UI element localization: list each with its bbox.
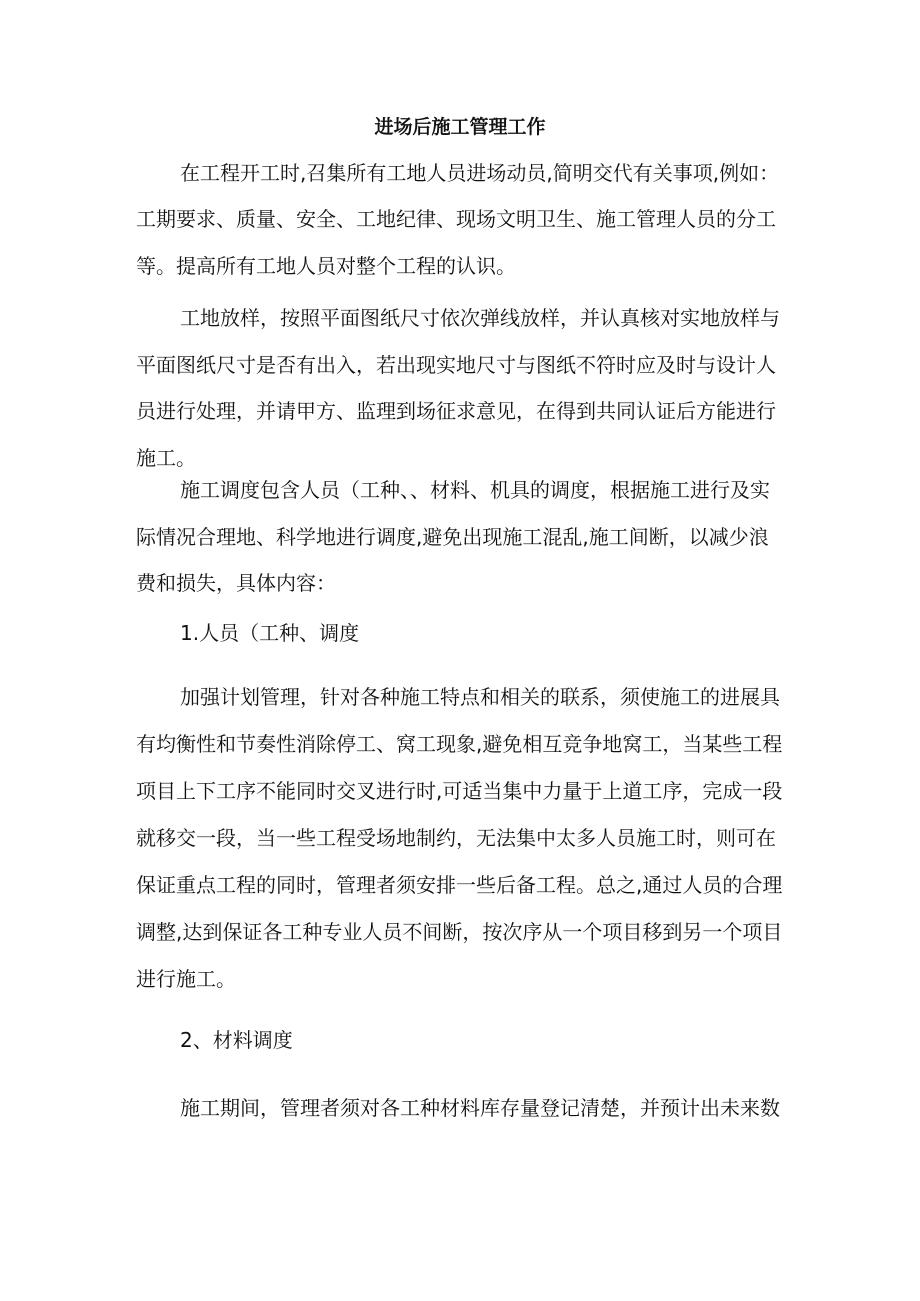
document-title: 进场后施工管理工作 xyxy=(374,116,546,138)
paragraph-line: 施工调度包含人员（工种、、材料、机具的调度，根据施工进行及实 xyxy=(180,478,770,502)
paragraph-line: 进行施工。 xyxy=(136,967,236,991)
paragraph-line: 平面图纸尺寸是否有出入，若出现实地尺寸与图纸不符时应及时与设计人 xyxy=(136,353,776,377)
paragraph-line: 加强计划管理，针对各种施工特点和相关的联系，须使施工的进展具 xyxy=(180,685,780,709)
section-heading: 1.人员（工种、调度 xyxy=(180,621,360,645)
paragraph-line: 在工程开工时,召集所有工地人员进场动员,简明交代有关事项,例如： xyxy=(180,161,780,185)
section-heading: 2、材料调度 xyxy=(180,1028,293,1052)
paragraph-line: 就移交一段，当一些工程受场地制约，无法集中太多人员施工时，则可在 xyxy=(136,826,776,850)
paragraph-line: 工地放样，按照平面图纸尺寸依次弹线放样，并认真核对实地放样与 xyxy=(180,306,780,330)
paragraph-line: 施工。 xyxy=(136,446,196,470)
paragraph-line: 费和损失，具体内容： xyxy=(136,571,336,595)
paragraph-line: 调整,达到保证各工种专业人员不间断，按次序从一个项目移到另一个项目 xyxy=(136,920,783,944)
paragraph-line: 有均衡性和节奏性消除停工、窝工现象,避免相互竞争地窝工，当某些工程 xyxy=(136,732,783,756)
paragraph-line: 员进行处理，并请甲方、监理到场征求意见，在得到共同认证后方能进行 xyxy=(136,399,776,423)
paragraph-line: 等。提高所有工地人员对整个工程的认识。 xyxy=(136,254,516,278)
paragraph-line: 施工期间，管理者须对各工种材料库存量登记清楚，并预计出未来数 xyxy=(180,1096,780,1120)
paragraph-line: 项目上下工序不能同时交叉进行时,可适当集中力量于上道工序，完成一段 xyxy=(136,779,783,803)
paragraph-line: 工期要求、质量、安全、工地纪律、现场文明卫生、施工管理人员的分工 xyxy=(136,207,776,231)
paragraph-line: 保证重点工程的同时，管理者须安排一些后备工程。总之,通过人员的合理 xyxy=(136,873,783,897)
paragraph-line: 际情况合理地、科学地进行调度,避免出现施工混乱,施工间断，以减少浪 xyxy=(136,525,769,549)
